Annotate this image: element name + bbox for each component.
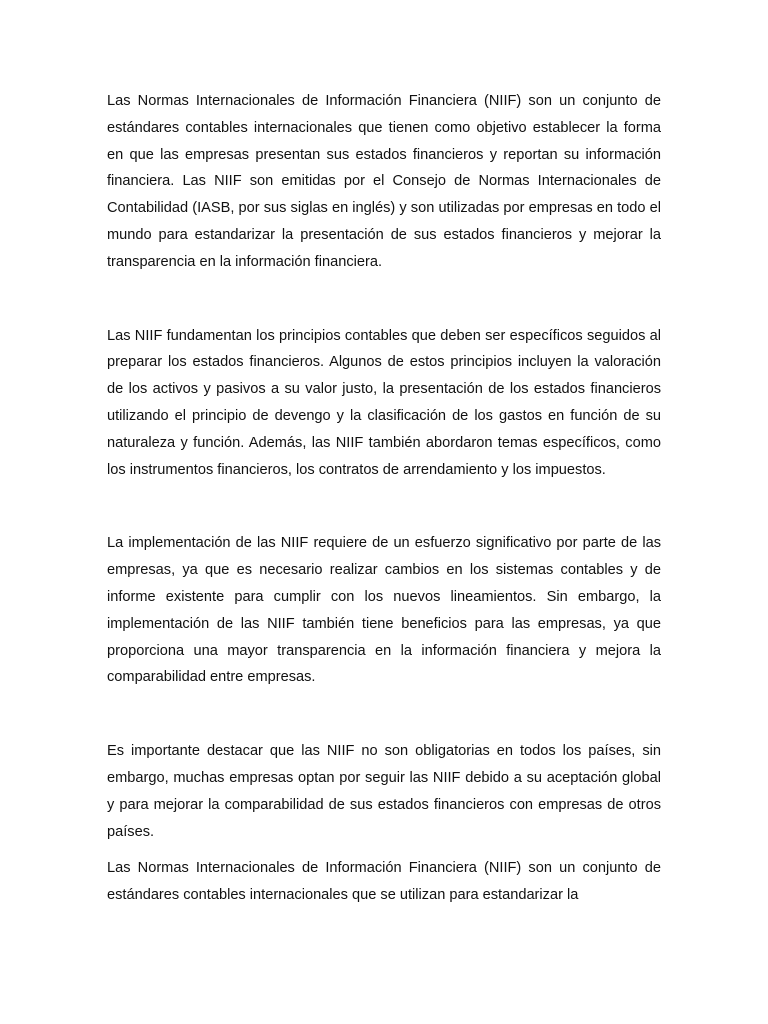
document-body [107,88,661,909]
paragraph-niif-continuation: Las Normas Internacionales de Información Financiera (NIIF) son un conjunto de estándares contables internacionales que se utilizan para estandarizar la [107,860,661,904]
paragraph-niif-adoption: Es importante destacar que las NIIF no son obligatorias en todos los países, sin embargo, muchas empresas optan por seguir las NIIF debido a su aceptación global y para mejorar la comparabilidad de sus estados financieros con empresas de otros países. [107,743,661,840]
paragraph-niif-principles: Las NIIF fundamentan los principios contables que deben ser específicos seguidos al preparar los estados financieros. Algunos de estos principios incluyen la valoración de los activos y pasivos a su valor justo, la presentación de los estados financieros utilizando el principio de devengo y la clasificación de los gastos en función de su naturaleza y función. Además, las NIIF también abordaron temas específicos, como los instrumentos financieros, los contratos de arrendamiento y los impuestos. [107,327,661,478]
paragraph-niif-definition: Las Normas Internacionales de Información Financiera (NIIF) son un conjunto de estándares contables internacionales que tienen como objetivo establecer la forma en que las empresas presentan sus estados financieros y reportan su información financiera. Las NIIF son emitidas por el Consejo de Normas Internacionales de Contabilidad (IASB, por sus siglas en inglés) y son utilizadas por empresas en todo el mundo para estandarizar la presentación de sus estados financieros y mejorar la transparencia en la información financiera. [107,93,661,270]
paragraph-niif-implementation: La implementación de las NIIF requiere de un esfuerzo significativo por parte de las empresas, ya que es necesario realizar cambios en los sistemas contables y de informe existente para cumplir con los nuevos lineamientos. Sin embargo, la implementación de las NIIF también tiene beneficios para las empresas, ya que proporciona una mayor transparencia en la información financiera y mejora la comparabilidad entre empresas. [107,535,661,686]
